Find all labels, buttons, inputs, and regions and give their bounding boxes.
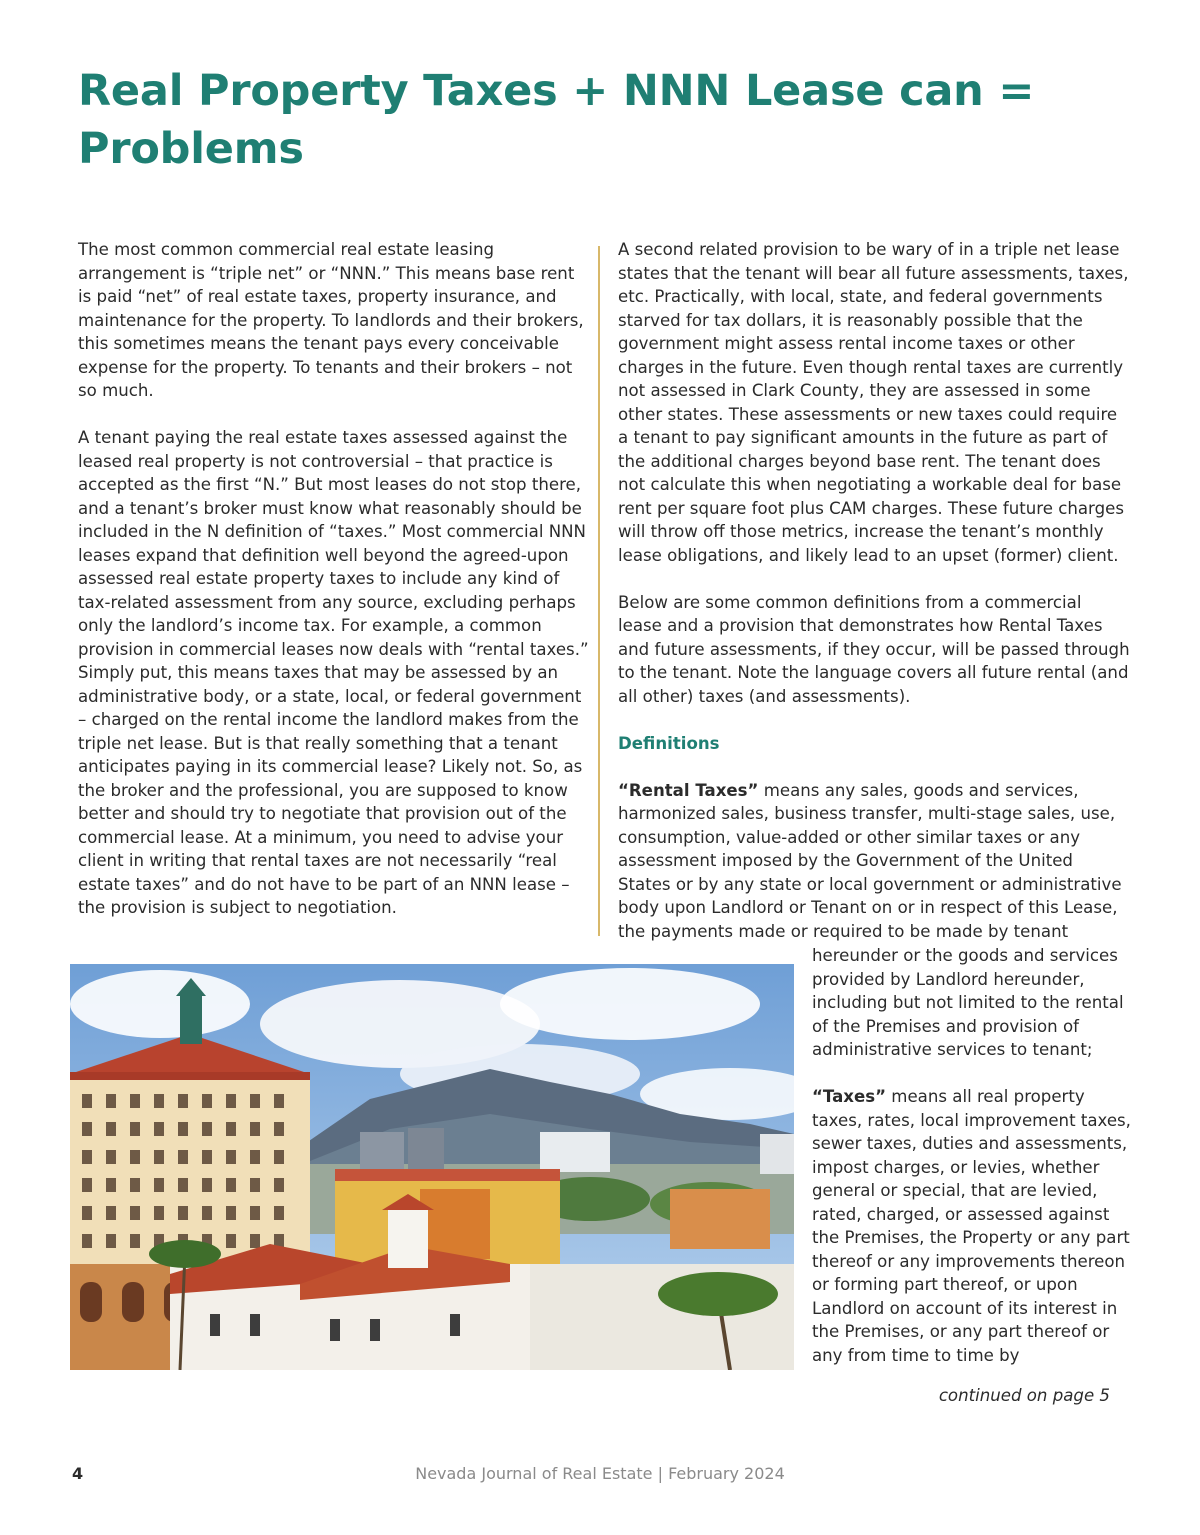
- right-column: [618, 238, 1130, 967]
- taxes-term: “Taxes”: [812, 1087, 887, 1106]
- rental-taxes-text-continued: hereunder or the goods and services provided by Landlord hereunder, including but not limited to the rental of the Premises and provision of administrative services to tenant;: [812, 946, 1124, 1059]
- footer-publication: Nevada Journal of Real Estate | February 2024: [415, 1464, 785, 1483]
- taxes-text: means all real property taxes, rates, local improvement taxes, sewer taxes, duties and assessments, impost charges, or levies, whether general or special, that are levied, rated, charged, or assessed against the Premises, the Property or any part thereof or any improvements thereon or forming part thereof, or upon Landlord on account of its interest in the Premises, or any part thereof or any from time to time by: [812, 1087, 1131, 1365]
- right-paragraph-2: Below are some common definitions from a commercial lease and a provision that demonstrates how Rental Taxes and future assessments, if they occur, will be passed through to the tenant. Note the language covers all future rental (and all other) taxes (and assessments).: [618, 592, 1130, 706]
- column-divider: [598, 246, 600, 936]
- page-number: 4: [72, 1464, 84, 1483]
- taxes-definition: [812, 1085, 1134, 1367]
- rental-taxes-term: “Rental Taxes”: [618, 780, 759, 800]
- rental-taxes-definition: [618, 779, 1130, 944]
- page-title: Real Property Taxes + NNN Lease can = Problems: [78, 66, 1035, 174]
- city-skyline-photo: [70, 964, 794, 1370]
- rental-taxes-text: means any sales, goods and services, harmonized sales, business transfer, multi-stage sales, use, consumption, value-added or other similar taxes or any assessment imposed by the Government of the United States or by any state or local government or administrative body upon Landlord or Tenant on or in respect of this Lease, the payments made or required to be made by tenant: [618, 780, 1122, 941]
- left-paragraph-2: A tenant paying the real estate taxes assessed against the leased real property is not controversial – that practice is accepted as the first “N.” But most leases do not stop there, and a tenant’s broker must know what reasonably should be included in the N definition of “taxes.” Most commercial NNN leases expand that definition well beyond the agreed-upon assessed real estate property taxes to include any kind of tax-related assessment from any source, excluding perhaps only the landlord’s income tax. For example, a common provision in commercial leases now deals with “rental taxes.” Simply put, this means taxes that may be assessed by an administrative body, or a state, local, or federal government – charged on the rental income the landlord makes from the triple net lease. But is that really something that a tenant anticipates paying in its commercial lease? Likely not. So, as the broker and the professional, you are supposed to know better and should try to negotiate that provision out of the commercial lease. At a minimum, you need to advise your client in writing that rental taxes are not necessarily “real estate taxes” and do not have to be part of an NNN lease – the provision is subject to negotiation.: [78, 428, 589, 917]
- continued-note: continued on page 5: [938, 1386, 1110, 1405]
- left-paragraph-1: The most common commercial real estate leasing arrangement is “triple net” or “NNN.” This means base rent is paid “net” of real estate taxes, property insurance, and maintenance for the property. To landlords and their brokers, this sometimes means the tenant pays every conceivable expense for the property. To tenants and their brokers – not so much.: [78, 240, 584, 400]
- left-column: [78, 238, 590, 943]
- right-paragraph-1: A second related provision to be wary of in a triple net lease states that the tenant will bear all future assessments, taxes, etc. Practically, with local, state, and federal governments starved for tax dollars, it is reasonably possible that the government might assess rental income taxes or other charges in the future. Even though rental taxes are currently not assessed in Clark County, they are assessed in some other states. These assessments or new taxes could require a tenant to pay significant amounts in the future as part of the additional charges beyond base rent. The tenant does not calculate this when negotiating a workable deal for base rent per square foot plus CAM charges. These future charges will throw off those metrics, increase the tenant’s monthly lease obligations, and likely lead to an upset (former) client.: [618, 240, 1129, 565]
- definitions-heading: Definitions: [618, 733, 720, 753]
- definitions-continued: [812, 944, 1134, 1391]
